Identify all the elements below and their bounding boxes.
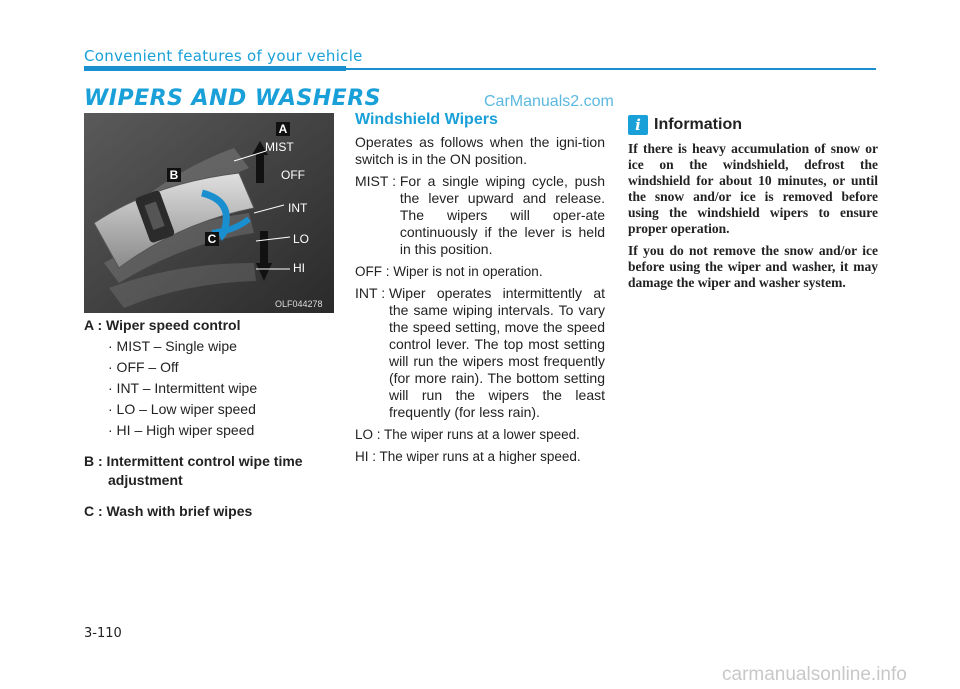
legend-a: A : Wiper speed control (84, 317, 241, 333)
legend-a-item: · INT – Intermittent wipe (108, 380, 258, 396)
header-bar (84, 66, 346, 71)
mist-desc: For a single wiping cycle, push the lever upward and release. The wipers will oper-ate continuously if the lever is held in this position. (399, 173, 605, 257)
legend-a-item: · HI – High wiper speed (108, 422, 255, 438)
information-column (628, 115, 878, 297)
watermark-top: CarManuals2.com (484, 93, 614, 110)
callout-b: B (169, 168, 179, 182)
int-key: INT : (355, 285, 389, 301)
wipers-title: Windshield Wipers (355, 111, 498, 128)
information-icon: i (628, 115, 648, 135)
legend-b-continued: adjustment (108, 472, 183, 488)
information-paragraph: If you do not remove the snow and/or ice before using the wiper and washer, it may damage the wiper and washer system. (628, 243, 878, 290)
wipers-hi: HI : The wiper runs at a higher speed. (355, 449, 581, 464)
wipers-column (355, 111, 605, 470)
wipers-mist (355, 173, 605, 258)
figure-code: OLF044278 (275, 299, 323, 309)
information-title: Information (654, 116, 742, 133)
header-rule (346, 68, 876, 70)
legend-c: C : Wash with brief wipes (84, 503, 253, 519)
legend-column (84, 316, 346, 521)
label-hi: HI (293, 261, 305, 275)
wipers-intro: Operates as follows when the igni-tion switch is in the ON position. (355, 134, 605, 167)
wiper-lever-figure (84, 113, 334, 313)
legend-a-item: · MIST – Single wipe (108, 338, 237, 354)
legend-b: B : Intermittent control wipe time (84, 453, 303, 469)
label-off: OFF (281, 168, 305, 182)
header-title: Convenient features of your vehicle (84, 47, 363, 65)
callout-c: C (207, 232, 217, 246)
int-desc: Wiper operates intermittently at the same wiping intervals. To vary the speed setting, move the speed control lever. The top most setting will run the wipers most frequently (for more rain). The bottom setting will run the wipers the least frequently (for less rain). (388, 285, 605, 420)
section-title: WIPERS AND WASHERS (84, 86, 381, 111)
information-header (628, 115, 878, 135)
callout-a: A (278, 122, 288, 136)
page-number: 3-110 (84, 626, 122, 641)
wipers-lo: LO : The wiper runs at a lower speed. (355, 427, 580, 442)
wipers-off: OFF : Wiper is not in operation. (355, 264, 543, 279)
label-int: INT (288, 201, 308, 215)
label-mist: MIST (265, 140, 294, 154)
label-lo: LO (293, 232, 310, 246)
wipers-int (355, 285, 605, 421)
legend-a-item: · LO – Low wiper speed (108, 401, 256, 417)
information-paragraph: If there is heavy accumulation of snow or ice on the windshield, defrost the windshield for about 10 minutes, or until the snow and/or ice is removed before using the windshield wipers to ensure proper operation. (628, 141, 878, 236)
watermark-bottom: carmanualsonline.info (722, 664, 907, 685)
mist-key: MIST : (355, 173, 400, 189)
legend-a-item: · OFF – Off (108, 359, 179, 375)
